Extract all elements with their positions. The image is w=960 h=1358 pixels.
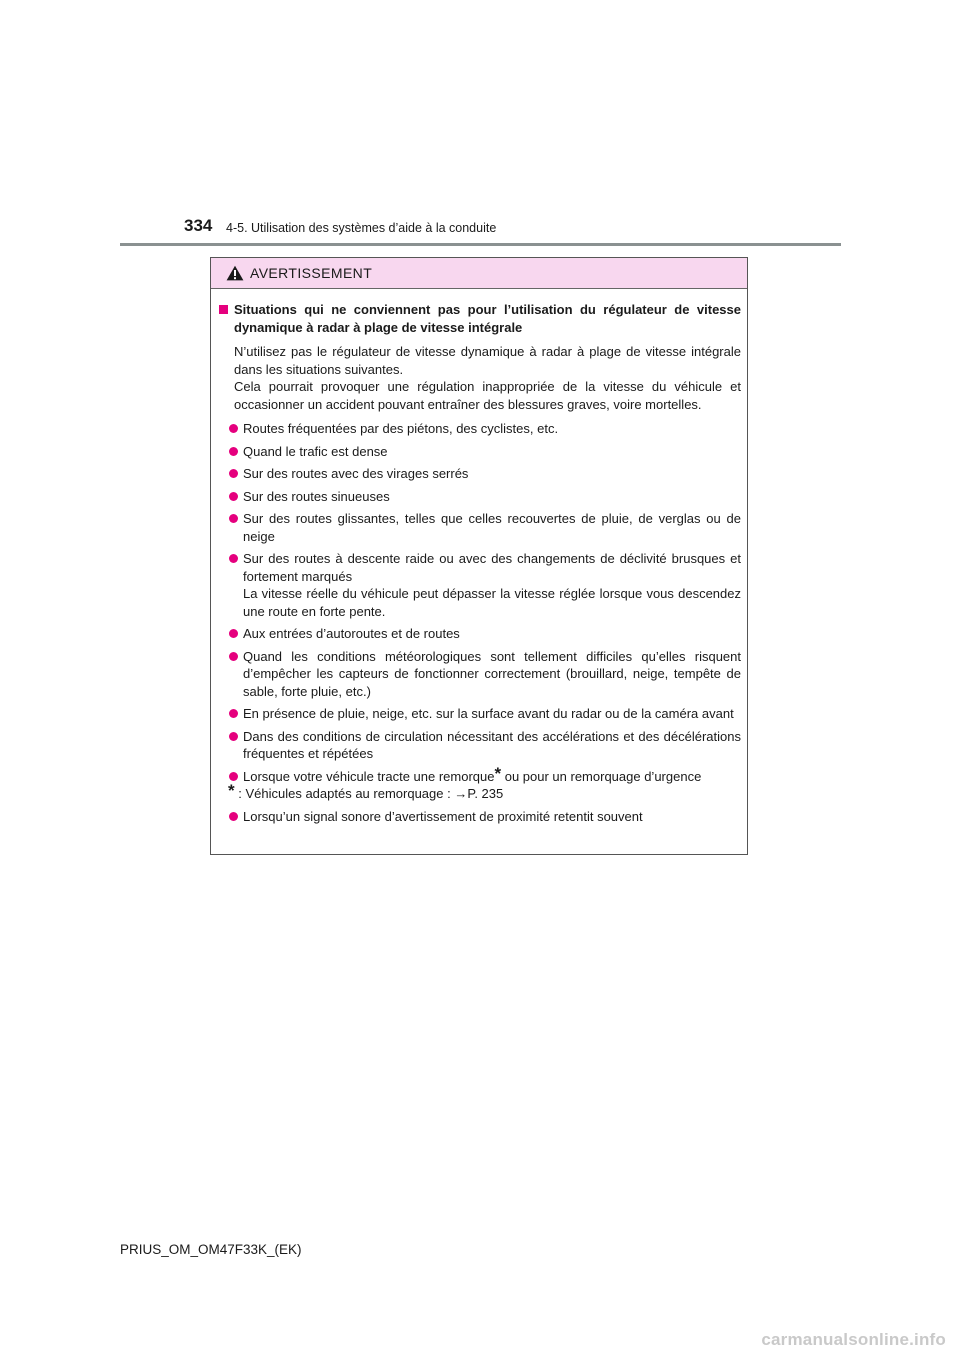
page-number: 334 xyxy=(184,216,213,235)
list-item-text: Sur des routes à descente raide ou avec des changements de déclivité brusques et fortement marqués xyxy=(243,551,741,584)
list-item-text: Dans des conditions de circulation nécessitant des accélérations et des décélérations fréquentes et répétées xyxy=(243,728,741,761)
warning-title: AVERTISSEMENT xyxy=(250,265,373,281)
list-item xyxy=(219,705,741,723)
section-title: 4-5. Utilisation des systèmes d’aide à la conduite xyxy=(226,221,497,235)
list-item-text-after: ou pour un remorquage d’urgence xyxy=(501,768,702,784)
list-item-text: Quand les conditions météorologiques sont tellement difficiles qu’elles risquent d’empêcher les capteurs de fonctionner correctement (brouillard, neige, tempête de sable, forte pluie, etc.) xyxy=(243,648,741,699)
list-item xyxy=(219,488,741,506)
list-item xyxy=(219,443,741,461)
list-item-text xyxy=(243,763,741,786)
bullet-dot-icon xyxy=(229,514,238,523)
list-item xyxy=(219,420,741,438)
footnote-text: : Véhicules adaptés au remorquage : →P. 235 xyxy=(238,786,504,801)
header-rule xyxy=(120,243,841,246)
warning-paragraph: N’utilisez pas le régulateur de vitesse dynamique à radar à plage de vitesse intégrale dans les situations suivantes. xyxy=(234,344,741,377)
list-item-text: Sur des routes avec des virages serrés xyxy=(243,466,469,481)
list-item-text: Quand le trafic est dense xyxy=(243,443,388,459)
situation-list xyxy=(219,420,741,825)
list-item xyxy=(219,625,741,643)
warning-heading xyxy=(219,301,741,336)
bullet-dot-icon xyxy=(229,629,238,638)
footnote xyxy=(228,781,741,803)
bullet-dot-icon xyxy=(229,424,238,433)
list-item xyxy=(219,510,741,545)
bullet-dot-icon xyxy=(229,812,238,821)
list-item-text: Aux entrées d’autoroutes et de routes xyxy=(243,626,460,641)
warning-header xyxy=(211,258,747,289)
warning-box xyxy=(210,257,748,855)
list-item xyxy=(219,550,741,620)
warning-paragraph: Cela pourrait provoquer une régulation inappropriée de la vitesse du véhicule et occasionner un accident pouvant entraîner des blessures graves, voire mortelles. xyxy=(234,379,741,412)
bullet-dot-icon xyxy=(229,709,238,718)
footnote-asterisk-marker: * xyxy=(228,781,235,800)
list-item-text: Sur des routes sinueuses xyxy=(243,488,390,504)
list-item-text: En présence de pluie, neige, etc. sur la surface avant du radar ou de la caméra avant xyxy=(243,706,734,721)
bullet-dot-icon xyxy=(229,469,238,478)
list-item-text-before: Lorsque votre véhicule tracte une remorque xyxy=(243,768,495,784)
warning-body xyxy=(211,289,747,825)
list-item-text: Sur des routes glissantes, telles que celles recouvertes de pluie, de verglas ou de neige xyxy=(243,511,741,544)
bullet-dot-icon xyxy=(229,447,238,456)
bullet-dot-icon xyxy=(229,732,238,741)
list-item xyxy=(219,465,741,483)
warning-heading-text: Situations qui ne conviennent pas pour l’utilisation du régulateur de vitesse dynamique à radar à plage de vitesse intégrale xyxy=(234,302,741,335)
list-item-note: La vitesse réelle du véhicule peut dépasser la vitesse réglée lorsque vous descendez une route en forte pente. xyxy=(243,586,741,619)
bullet-dot-icon xyxy=(229,772,238,781)
warning-triangle-icon xyxy=(226,265,244,281)
asterisk-marker: * xyxy=(494,763,502,783)
document-code: PRIUS_OM_OM47F33K_(EK) xyxy=(120,1242,302,1257)
list-item xyxy=(219,808,741,826)
list-item xyxy=(219,648,741,701)
bullet-dot-icon xyxy=(229,492,238,501)
watermark: carmanualsonline.info xyxy=(761,1330,946,1349)
list-item xyxy=(219,763,741,803)
bullet-dot-icon xyxy=(229,554,238,563)
list-item-text: Lorsqu’un signal sonore d’avertissement de proximité retentit souvent xyxy=(243,808,643,824)
square-bullet-icon xyxy=(219,305,228,314)
list-item-text: Routes fréquentées par des piétons, des cyclistes, etc. xyxy=(243,421,559,436)
list-item xyxy=(219,728,741,763)
bullet-dot-icon xyxy=(229,652,238,661)
